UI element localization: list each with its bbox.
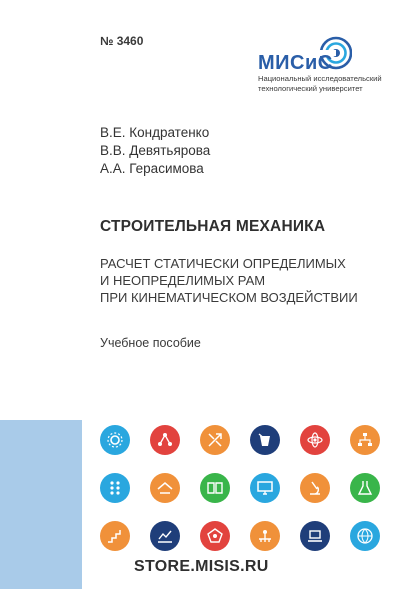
authors xyxy=(100,124,210,178)
globe-icon xyxy=(350,521,380,551)
subtitle-line: РАСЧЕТ СТАТИЧЕСКИ ОПРЕДЕЛИМЫХ xyxy=(100,256,346,271)
book-subtitle xyxy=(100,255,400,306)
stairs-icon xyxy=(100,521,130,551)
network-icon xyxy=(250,521,280,551)
book-icon xyxy=(200,473,230,503)
flask-icon xyxy=(350,473,380,503)
pentagon-icon xyxy=(200,521,230,551)
subtitle-line: ПРИ КИНЕМАТИЧЕСКОМ ВОЗДЕЙСТВИИ xyxy=(100,290,358,305)
sidebar-stripe xyxy=(0,0,82,589)
author: А.А. Герасимова xyxy=(100,161,204,176)
publisher-full-name xyxy=(258,74,398,94)
chart-icon xyxy=(150,521,180,551)
grid-dots-icon xyxy=(100,473,130,503)
arrows-icon xyxy=(200,425,230,455)
house-icon xyxy=(150,473,180,503)
book-type: Учебное пособие xyxy=(100,336,201,350)
microscope-icon xyxy=(300,473,330,503)
hierarchy-icon xyxy=(350,425,380,455)
book-title: СТРОИТЕЛЬНАЯ МЕХАНИКА xyxy=(100,218,326,235)
publisher-name: МИСиС xyxy=(258,52,333,74)
gear-icon xyxy=(100,425,130,455)
molecule-icon xyxy=(150,425,180,455)
monitor-icon xyxy=(250,473,280,503)
bucket-icon xyxy=(250,425,280,455)
laptop-icon xyxy=(300,521,330,551)
author: В.В. Девятьярова xyxy=(100,143,211,158)
publisher-full-name-line: Национальный исследовательский xyxy=(258,74,382,83)
subtitle-line: И НЕОПРЕДЕЛИМЫХ РАМ xyxy=(100,273,266,288)
publisher-full-name-line: технологический университет xyxy=(258,84,363,93)
series-number: № 3460 xyxy=(100,34,144,48)
atom-icon xyxy=(300,425,330,455)
store-url: STORE.MISIS.RU xyxy=(134,558,269,575)
author: В.Е. Кондратенко xyxy=(100,125,210,140)
